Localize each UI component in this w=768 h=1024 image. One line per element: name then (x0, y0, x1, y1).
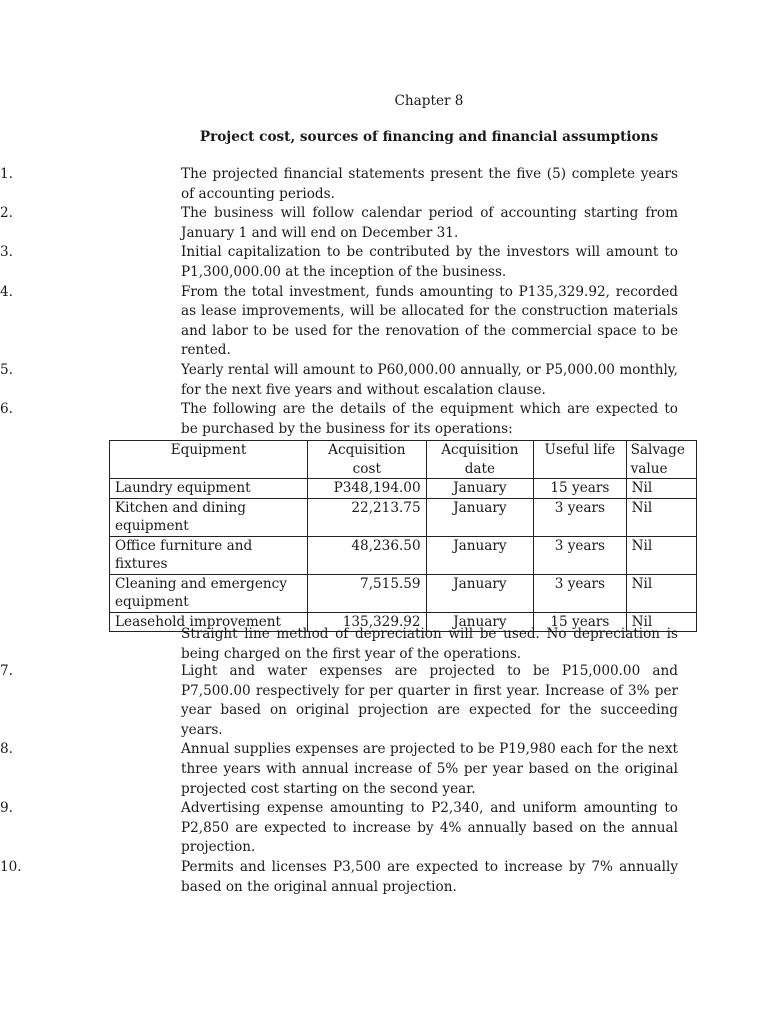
cell-useful-life: 15 years (534, 612, 626, 632)
depreciation-note: Straight line method of depreciation will be used. No depreciation is being charged on the first year of the operations. (181, 626, 678, 662)
list-item (0, 740, 678, 799)
item-number: 2. (0, 205, 13, 222)
cell-equipment: Kitchen and dining equipment (110, 498, 308, 536)
table-row (110, 498, 697, 536)
item-text: The business will follow calendar period of accounting starting from January 1 and will end on December 31. (181, 205, 678, 241)
assumptions-list-part-1 (0, 165, 678, 439)
cell-acquisition-cost: 22,213.75 (308, 498, 427, 536)
item-text: From the total investment, funds amounting to P135,329.92, recorded as lease improvements, will be allocated for the construction materials and labor to be used for the renovation of the commercial space to be rented. (181, 283, 678, 359)
cell-salvage-value: Nil (626, 574, 696, 612)
cell-salvage-value: Nil (626, 479, 696, 499)
list-item (0, 400, 678, 439)
item-number: 9. (0, 800, 13, 817)
list-item (0, 283, 678, 361)
cell-acquisition-cost: 7,515.59 (308, 574, 427, 612)
header-equipment: Equipment (110, 441, 308, 479)
list-item (0, 858, 678, 897)
cell-acquisition-cost: 48,236.50 (308, 536, 427, 574)
cell-acquisition-date: January (426, 574, 534, 612)
table-row (110, 574, 697, 612)
cell-acquisition-cost: P348,194.00 (308, 479, 427, 499)
item-number: 6. (0, 401, 13, 418)
header-acquisition-date: Acquisition date (426, 441, 534, 479)
item-text: The following are the details of the equipment which are expected to be purchased by the business for its operations: (181, 401, 678, 437)
cell-acquisition-date: January (426, 612, 534, 632)
item-text: Yearly rental will amount to P60,000.00 annually, or P5,000.00 monthly, for the next five years and without escalation clause. (181, 361, 678, 398)
item-text: Initial capitalization to be contributed by the investors will amount to P1,300,000.00 at the inception of the business. (181, 244, 678, 280)
cell-useful-life: 3 years (534, 574, 626, 612)
list-item (0, 204, 678, 243)
list-item (0, 243, 678, 282)
cell-salvage-value: Nil (626, 536, 696, 574)
item-number: 5. (0, 361, 13, 378)
list-item (0, 361, 678, 400)
item-text: Light and water expenses are projected to be P15,000.00 and P7,500.00 respectively for per quarter in first year. Increase of 3% per year based on original projection are expected for the succeeding years. (181, 663, 678, 738)
cell-useful-life: 3 years (534, 536, 626, 574)
cell-equipment: Leasehold improvement (110, 612, 308, 632)
cell-salvage-value: Nil (626, 612, 696, 632)
header-salvage-value: Salvage value (626, 441, 696, 479)
chapter-heading: Chapter 8 (394, 93, 464, 109)
item-number: 7. (0, 663, 13, 679)
item-number: 3. (0, 244, 13, 261)
item-text: The projected financial statements present the five (5) complete years of accounting periods. (181, 166, 678, 202)
cell-acquisition-cost: 135,329.92 (308, 612, 427, 632)
header-useful-life: Useful life (534, 441, 626, 479)
table-header-row (110, 441, 697, 479)
page-title: Project cost, sources of financing and financial assumptions (199, 129, 659, 145)
table-row (110, 536, 697, 574)
cell-acquisition-date: January (426, 536, 534, 574)
list-item (0, 799, 678, 858)
cell-equipment: Cleaning and emergency equipment (110, 574, 308, 612)
list-item (0, 662, 678, 740)
list-item (0, 165, 678, 204)
cell-useful-life: 15 years (534, 479, 626, 499)
cell-equipment: Office furniture and fixtures (110, 536, 308, 574)
item-text: Annual supplies expenses are projected to be P19,980 each for the next three years with annual increase of 5% per year based on the original projected cost starting on the second year. (181, 741, 678, 797)
item-number: 8. (0, 741, 13, 758)
item-text: Advertising expense amounting to P2,340, and uniform amounting to P2,850 are expected to increase by 4% annually based on the annual projection. (181, 800, 678, 856)
cell-useful-life: 3 years (534, 498, 626, 536)
table-row (110, 479, 697, 499)
header-acquisition-cost: Acquisition cost (308, 441, 427, 479)
item-number: 10. (0, 858, 22, 875)
cell-salvage-value: Nil (626, 498, 696, 536)
item-text: Permits and licenses P3,500 are expected to increase by 7% annually based on the original annual projection. (181, 858, 678, 895)
cell-equipment: Laundry equipment (110, 479, 308, 499)
cell-acquisition-date: January (426, 479, 534, 499)
assumptions-list-part-2 (0, 662, 678, 897)
cell-acquisition-date: January (426, 498, 534, 536)
item-number: 1. (0, 166, 13, 182)
item-number: 4. (0, 283, 13, 300)
equipment-table (109, 440, 697, 632)
